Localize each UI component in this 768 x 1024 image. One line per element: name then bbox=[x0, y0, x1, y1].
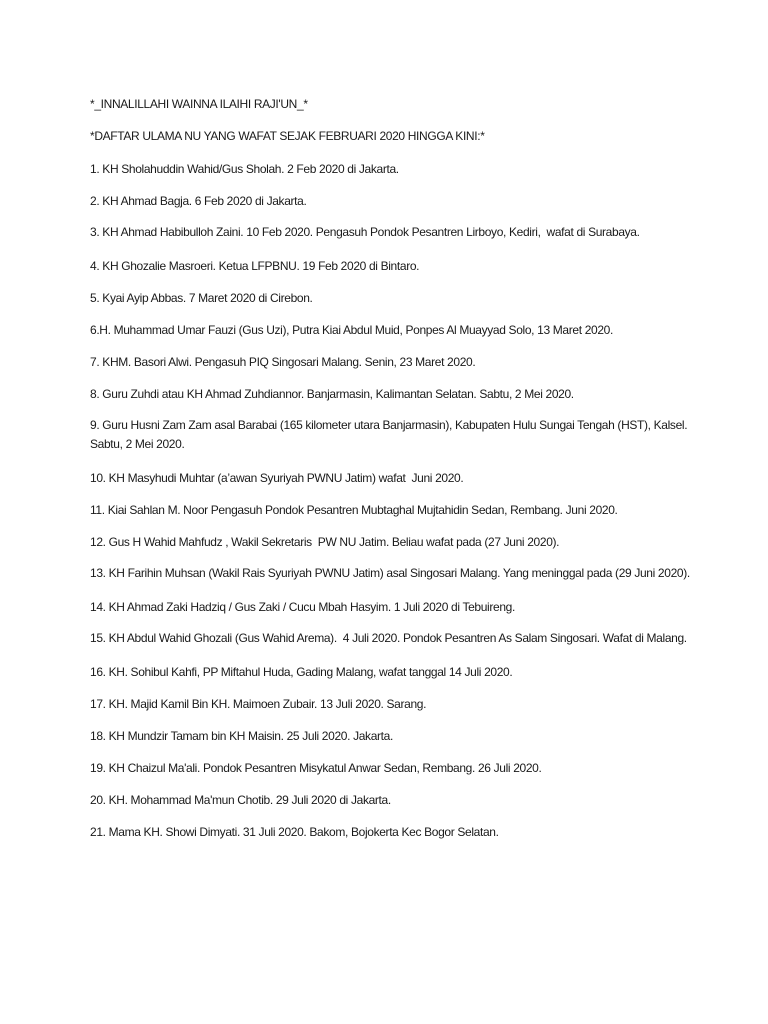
list-item: 12. Gus H Wahid Mahfudz , Wakil Sekretaris PW NU Jatim. Beliau wafat pada (27 Juni 2020). bbox=[90, 535, 560, 549]
list-item: 10. KH Masyhudi Muhtar (a’awan Syuriyah PWNU Jatim) wafat Juni 2020. bbox=[90, 471, 464, 485]
list-item: 1. KH Sholahuddin Wahid/Gus Sholah. 2 Feb 2020 di Jakarta. bbox=[90, 162, 399, 176]
list-item: 5. Kyai Ayip Abbas. 7 Maret 2020 di Cirebon. bbox=[90, 291, 313, 305]
list-item: 17. KH. Majid Kamil Bin KH. Maimoen Zubair. 13 Juli 2020. Sarang. bbox=[90, 697, 427, 711]
list-item: 7. KHM. Basori Alwi. Pengasuh PIQ Singosari Malang. Senin, 23 Maret 2020. bbox=[90, 355, 476, 369]
list-item: 20. KH. Mohammad Ma'mun Chotib. 29 Juli 2020 di Jakarta. bbox=[90, 793, 391, 807]
list-item: 19. KH Chaizul Ma'ali. Pondok Pesantren Misykatul Anwar Sedan, Rembang. 26 Juli 2020. bbox=[90, 761, 542, 775]
list-item: 9. Guru Husni Zam Zam asal Barabai (165 kilometer utara Banjarmasin), Kabupaten Hulu Sungai Tengah (HST), Kalsel. Sabtu, 2 Mei 2020. bbox=[90, 418, 691, 451]
list-item: 14. KH Ahmad Zaki Hadziq / Gus Zaki / Cucu Mbah Hasyim. 1 Juli 2020 di Tebuireng. bbox=[90, 600, 515, 614]
list-item: 11. Kiai Sahlan M. Noor Pengasuh Pondok Pesantren Mubtaghal Mujtahidin Sedan, Rembang. Juni 2020. bbox=[90, 503, 618, 517]
entries-list bbox=[90, 159, 690, 854]
list-item: 4. KH Ghozalie Masroeri. Ketua LFPBNU. 19 Feb 2020 di Bintaro. bbox=[90, 259, 420, 273]
list-item: 18. KH Mundzir Tamam bin KH Maisin. 25 Juli 2020. Jakarta. bbox=[90, 729, 393, 743]
heading-line-2: *DAFTAR ULAMA NU YANG WAFAT SEJAK FEBRUARI 2020 HINGGA KINI:* bbox=[90, 129, 485, 143]
list-item: 13. KH Farihin Muhsan (Wakil Rais Syuriyah PWNU Jatim) asal Singosari Malang. Yang meninggal pada (29 Juni 2020). bbox=[90, 566, 690, 580]
list-item: 3. KH Ahmad Habibulloh Zaini. 10 Feb 2020. Pengasuh Pondok Pesantren Lirboyo, Kediri, wafat di Surabaya. bbox=[90, 225, 640, 239]
list-item: 2. KH Ahmad Bagja. 6 Feb 2020 di Jakarta. bbox=[90, 194, 307, 208]
list-item: 21. Mama KH. Showi Dimyati. 31 Juli 2020. Bakom, Bojokerta Kec Bogor Selatan. bbox=[90, 825, 499, 839]
list-item: 6.H. Muhammad Umar Fauzi (Gus Uzi), Putra Kiai Abdul Muid, Ponpes Al Muayyad Solo, 13 Maret 2020. bbox=[90, 323, 613, 337]
list-item: 8. Guru Zuhdi atau KH Ahmad Zuhdiannor. Banjarmasin, Kalimantan Selatan. Sabtu, 2 Mei 2020. bbox=[90, 387, 574, 401]
heading-line-1: *_INNALILLAHI WAINNA ILAIHI RAJI'UN_* bbox=[90, 97, 308, 111]
list-item: 16. KH. Sohibul Kahfi, PP Miftahul Huda, Gading Malang, wafat tanggal 14 Juli 2020. bbox=[90, 665, 513, 679]
list-item: 15. KH Abdul Wahid Ghozali (Gus Wahid Arema). 4 Juli 2020. Pondok Pesantren As Salam Singosari. Wafat di Malang. bbox=[90, 631, 687, 645]
